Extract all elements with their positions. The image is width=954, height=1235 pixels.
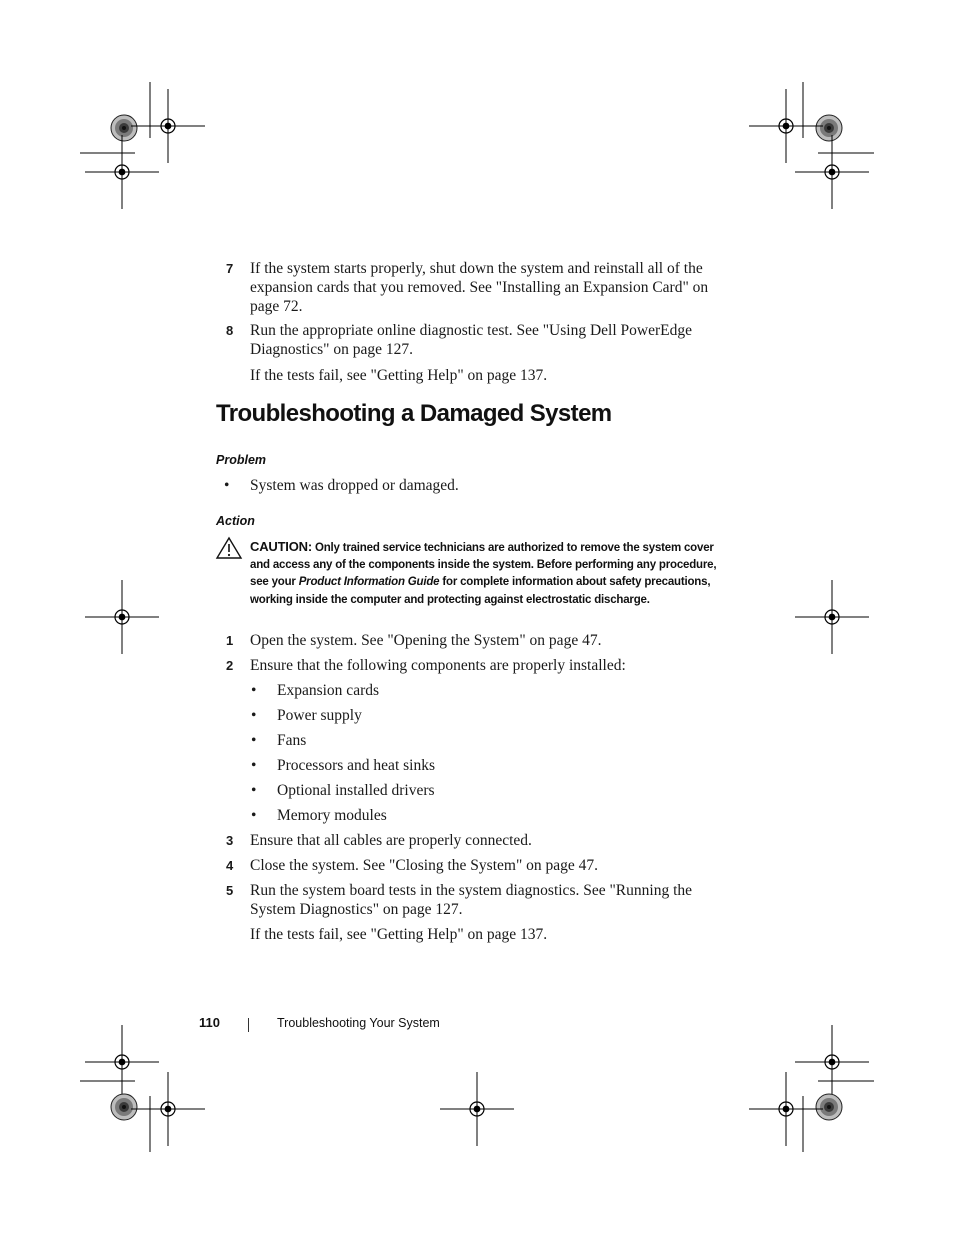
component-text: Fans — [277, 732, 307, 749]
bullet: • — [251, 732, 257, 749]
step-text: Run the system board tests in the system diagnostics. See "Running the System Diagnostics" on page 127. — [250, 882, 693, 918]
step-text: Ensure that the following components are properly installed: — [250, 657, 626, 674]
action-heading: Action — [216, 514, 255, 528]
step-text: Close the system. See "Closing the System" on page 47. — [250, 857, 599, 874]
component-text: Memory modules — [277, 807, 387, 824]
registration-dial-icon — [111, 1094, 137, 1120]
step-number: 5 — [226, 883, 234, 898]
step-text: Ensure that all cables are properly connected. — [250, 832, 532, 849]
bullet: • — [224, 477, 230, 494]
crosshair-icon — [85, 135, 159, 209]
component-text: Expansion cards — [277, 682, 380, 699]
caution-label: CAUTION: — [250, 539, 312, 554]
step-text: Run the appropriate online diagnostic test. See "Using Dell PowerEdge Diagnostics" on page 127. — [250, 322, 692, 358]
bullet: • — [251, 682, 257, 699]
crosshair-icon — [749, 89, 823, 163]
footer-chapter-title: Troubleshooting Your System — [277, 1016, 440, 1030]
caution-notice — [250, 538, 720, 609]
caution-triangle-icon — [215, 536, 243, 560]
step-text: Open the system. See "Opening the System" on page 47. — [250, 632, 602, 649]
crosshair-icon — [131, 89, 205, 163]
crosshair-icon — [440, 1072, 514, 1146]
crosshair-icon — [795, 580, 869, 654]
registration-dial-icon — [111, 115, 137, 141]
caution-text: for complete information about safety precautions, working inside the computer and protecting against electrostatic discharge. — [250, 576, 711, 606]
crosshair-icon — [131, 1072, 205, 1146]
step-text: If the system starts properly, shut down the system and reinstall all of the expansion cards that you removed. See "Installing an Expansion Card" on page 72. — [250, 260, 709, 315]
tests-fail-note: If the tests fail, see "Getting Help" on page 137. — [250, 926, 548, 943]
caution-text: Only trained service technicians are authorized to remove the system cover and access any of the components inside the system. Before performing any procedure, see your — [250, 542, 717, 589]
crosshair-icon — [795, 135, 869, 209]
step-number: 1 — [226, 633, 234, 648]
problem-heading: Problem — [216, 453, 267, 467]
crosshair-icon — [85, 1025, 159, 1099]
caution-guide-title: Product Information Guide — [298, 576, 440, 589]
problem-item-text: System was dropped or damaged. — [250, 477, 459, 494]
bullet: • — [251, 757, 257, 774]
crosshair-icon — [749, 1072, 823, 1146]
bullet: • — [251, 707, 257, 724]
bullet: • — [251, 807, 257, 824]
crosshair-icon — [795, 1025, 869, 1099]
component-text: Processors and heat sinks — [277, 757, 435, 774]
bullet: • — [251, 782, 257, 799]
step-number: 8 — [226, 323, 234, 338]
step-number: 3 — [226, 833, 234, 848]
component-text: Optional installed drivers — [277, 782, 435, 799]
step-number: 2 — [226, 658, 234, 673]
footer-divider — [248, 1018, 249, 1032]
step-number: 7 — [226, 261, 234, 276]
page-number: 110 — [199, 1015, 220, 1030]
crosshair-icon — [85, 580, 159, 654]
step-number: 4 — [226, 858, 234, 873]
registration-dial-icon — [816, 1094, 842, 1120]
registration-dial-icon — [816, 115, 842, 141]
section-title: Troubleshooting a Damaged System — [216, 400, 612, 427]
component-text: Power supply — [277, 707, 362, 724]
tests-fail-note: If the tests fail, see "Getting Help" on page 137. — [250, 367, 548, 384]
